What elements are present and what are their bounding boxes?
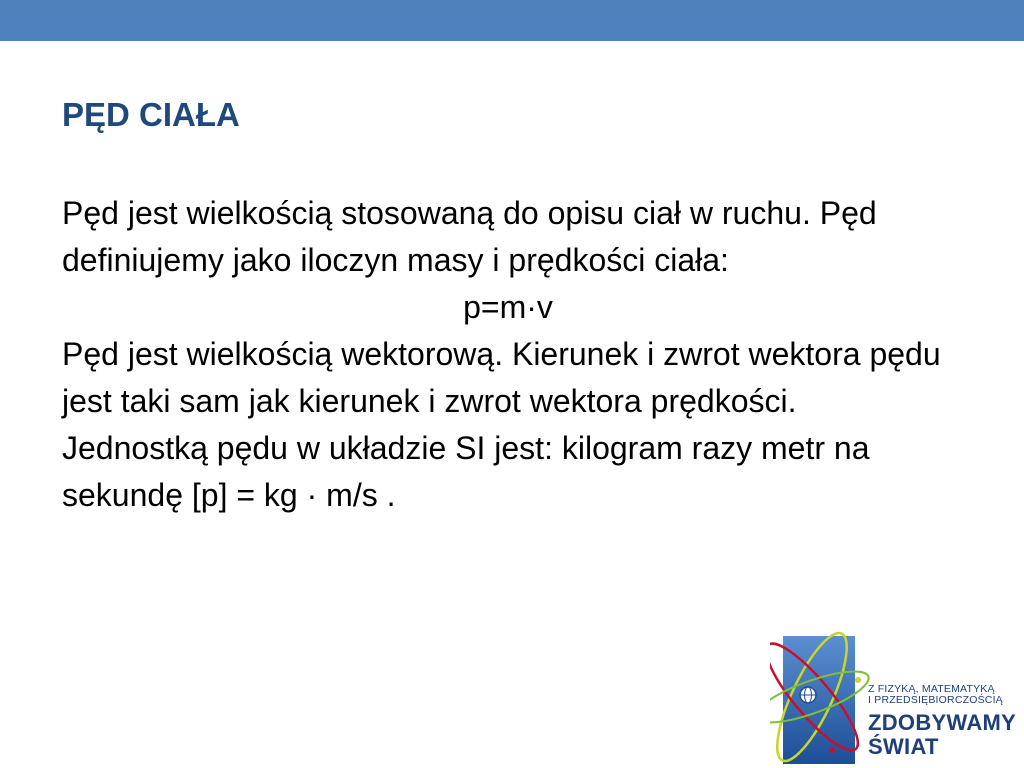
top-accent-bar bbox=[0, 0, 1024, 41]
slide-body bbox=[62, 190, 962, 519]
logo-tagline-line2: I PRZEDSIĘBIORCZOŚCIĄ bbox=[868, 694, 1003, 706]
logo-title-line2: ŚWIAT bbox=[868, 734, 939, 759]
logo-title-line1: ZDOBYWAMY bbox=[868, 710, 1017, 735]
paragraph-vector: Pęd jest wielkością wektorową. Kierunek i zwrot wektora pędu jest taki sam jak kierunek i zwrot wektora prędkości. bbox=[62, 336, 941, 419]
logo-tagline-line1: Z FIZYKĄ, MATEMATYKĄ bbox=[868, 683, 995, 695]
slide-title: PĘD CIAŁA bbox=[62, 96, 240, 133]
paragraph-si-unit: Jednostką pędu w układzie SI jest: kilogram razy metr na sekundę [p] = kg · m/s . bbox=[62, 430, 870, 513]
momentum-formula: p=m·v bbox=[463, 289, 553, 325]
paragraph-definition: Pęd jest wielkością stosowaną do opisu ciał w ruchu. Pęd definiujemy jako iloczyn masy i prędkości ciała: bbox=[62, 195, 877, 278]
